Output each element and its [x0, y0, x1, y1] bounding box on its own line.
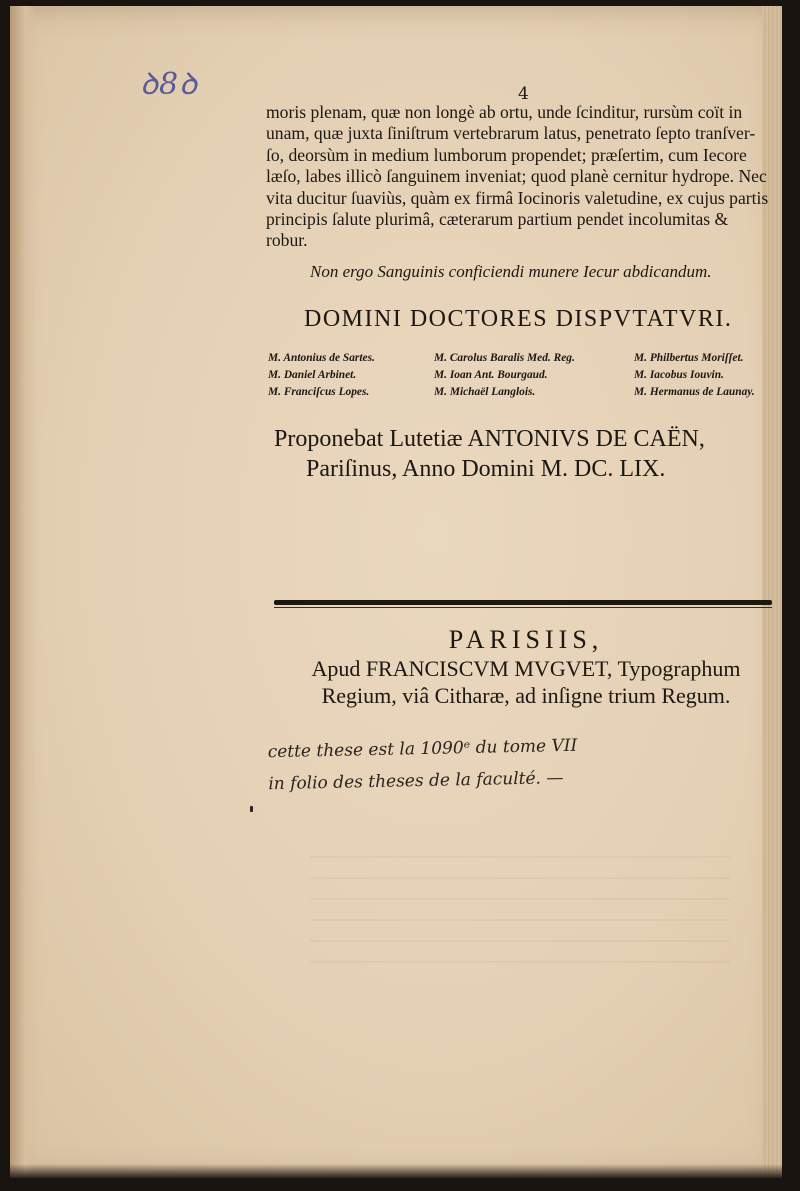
doctors-list — [268, 350, 778, 400]
page-bottom-shadow — [10, 1164, 782, 1178]
proponent-line: Proponebat Lutetiæ ANTONIVS DE CAËN, — [274, 426, 705, 452]
doctor-name: M. Ioan Ant. Bourgaud. — [434, 369, 548, 381]
body-line: læſo, labes illicò ſanguinem inveniat; quod planè cernitur hydrope. Nec — [266, 166, 767, 187]
book-page — [10, 6, 782, 1178]
ink-mark — [250, 806, 253, 812]
doctor-name: M. Iacobus Iouvin. — [634, 369, 724, 381]
body-paragraph — [266, 102, 778, 252]
horizontal-rule — [274, 600, 772, 605]
manuscript-number: ꝺ8ꝺ — [140, 67, 199, 102]
doctors-heading: DOMINI DOCTORES DISPVTATVRI. — [304, 306, 733, 332]
imprint-block — [266, 626, 786, 709]
body-line: robur. — [266, 230, 308, 251]
doctor-name: M. Hermanus de Launay. — [634, 386, 755, 398]
page-gutter — [10, 6, 36, 1178]
handwritten-line: in folio des theses de la faculté. — — [268, 768, 564, 795]
imprint-line: Regium, viâ Citharæ, ad inſigne trium Regum. — [321, 683, 731, 708]
body-line: ſo, deorsùm in medium lumborum propendet; præſertim, cum Iecore — [266, 144, 747, 165]
show-through-text — [310, 856, 730, 976]
body-line: moris plenam, quæ non longè ab ortu, unde ſcinditur, rursùm coït in — [266, 102, 743, 122]
proponent-line: Pariſinus, Anno Domini M. DC. LIX. — [306, 456, 666, 482]
handwritten-note — [267, 727, 768, 799]
doctor-name: M. Philbertus Moriſſet. — [634, 352, 744, 364]
body-line: principis ſalute plurimâ, cæterarum partium pendet incolumitas & — [266, 209, 729, 230]
proponent-block — [274, 424, 784, 484]
doctor-name: M. Daniel Arbinet. — [268, 369, 357, 381]
folio-number: 4 — [518, 84, 529, 104]
doctor-name: M. Antonius de Sartes. — [268, 352, 375, 364]
body-line: vita ducitur ſuaviùs, quàm ex firmâ Iocinoris valetudine, ex cujus partis — [266, 187, 769, 208]
imprint-line: Apud FRANCISCVM MVGVET, Typographum — [311, 656, 741, 681]
doctor-name: M. Michaël Langlois. — [434, 386, 536, 398]
handwritten-line: cette these est la 1090ᵉ du tome VII — [267, 735, 578, 763]
body-line: unam, quæ juxta ſiniſtrum vertebrarum latus, penetrato ſepto tranſver- — [266, 123, 756, 144]
doctor-name: M. Franciſcus Lopes. — [268, 386, 370, 398]
conclusion-line: Non ergo Sanguinis conficiendi munere Iecur abdicandum. — [310, 262, 712, 281]
imprint-city: PARISIIS, — [448, 625, 604, 654]
doctor-name: M. Carolus Baralis Med. Reg. — [434, 352, 575, 364]
